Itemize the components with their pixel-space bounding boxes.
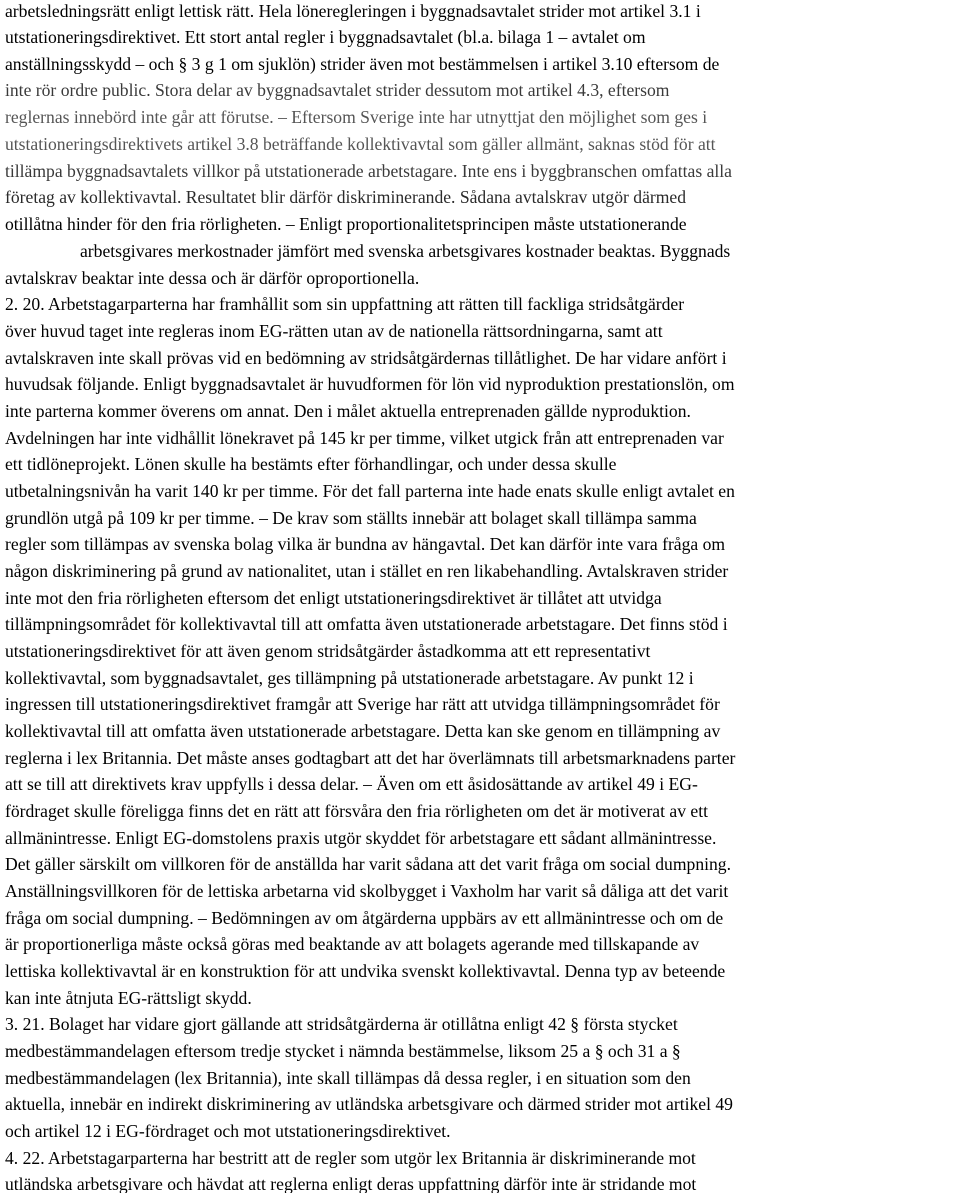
text-line: tillämpa byggnadsavtalets villkor på utstationerade arbetstagare. Inte ens i byggbranschen omfattas alla [5, 161, 732, 181]
text-line: fördraget skulle föreligga finns det en rätt att försvåra den fria rörligheten om det är motiverat av ett [5, 801, 708, 821]
text-line: ingressen till utstationeringsdirektivet framgår att Sverige har rätt att utvidga tillämpningsområdet för [5, 694, 720, 714]
text-line: utländska arbetsgivare och hävdat att reglerna enligt deras uppfattning därför inte är stridande mot [5, 1174, 697, 1193]
text-line: utbetalningsnivån ha varit 140 kr per timme. För det fall parterna inte hade enats skulle enligt avtalet en [5, 481, 735, 501]
text-line: otillåtna hinder för den fria rörligheten. – Enligt proportionalitetsprincipen måste utstationerande [5, 214, 687, 234]
text-line: är proportionerliga måste också göras med beaktande av att bolagets agerande med tillskapande av [5, 934, 700, 954]
text-line: inte rör ordre public. Stora delar av byggnadsavtalet strider dessutom mot artikel 4.3, eftersom [5, 80, 670, 100]
text-line: någon diskriminering på grund av nationalitet, utan i stället en ren likabehandling. Avtalskraven strider [5, 561, 729, 581]
text-line: reglernas innebörd inte går att förutse. – Eftersom Sverige inte har utnyttjat den möjlighet som ges i [5, 107, 708, 127]
text-line: medbestämmandelagen (lex Britannia), inte skall tillämpas då dessa regler, i en situation som den [5, 1068, 691, 1088]
text-line: kollektivavtal, som byggnadsavtalet, ges tillämpning på utstationerade arbetstagare. Av punkt 12 i [5, 668, 694, 688]
text-line: inte parterna kommer överens om annat. Den i målet aktuella entreprenaden gällde nyproduktion. [5, 401, 691, 421]
text-line: över huvud taget inte regleras inom EG-rätten utan av de nationella rättsordningarna, samt att [5, 321, 663, 341]
text-line: Avdelningen har inte vidhållit lönekravet på 145 kr per timme, vilket utgick från att entreprenaden var [5, 428, 724, 448]
text-line: avtalskraven inte skall prövas vid en bedömning av stridsåtgärdernas tillåtlighet. De har vidare anfört i [5, 348, 727, 368]
paragraph-4-start: 4. 22. Arbetstagarparterna har bestritt att de regler som utgör lex Britannia är diskriminerande mot [5, 1148, 696, 1168]
paragraph-2-start: 2. 20. Arbetstagarparterna har framhållit som sin uppfattning att rätten till fackliga stridsåtgärder [5, 294, 685, 314]
text-line: huvudsak följande. Enligt byggnadsavtalet är huvudformen för lön vid nyproduktion prestationslön, om [5, 374, 735, 394]
text-line: att se till att direktivets krav uppfylls i dessa delar. – Även om ett åsidosättande av artikel 49 i EG- [5, 774, 698, 794]
text-line: kan inte åtnjuta EG-rättsligt skydd. [5, 988, 252, 1008]
text-line: kollektivavtal till att omfatta även utstationerade arbetstagare. Detta kan ske genom en tillämpning av [5, 721, 721, 741]
text-line: Anställningsvillkoren för de lettiska arbetarna vid skolbygget i Vaxholm har varit så dåliga att det varit [5, 881, 729, 901]
text-line: fråga om social dumpning. – Bedömningen av om åtgärderna uppbärs av ett allmänintresse och om de [5, 908, 724, 928]
text-line: Det gäller särskilt om villkoren för de anställda har varit sådana att det varit fråga om social dumpning. [5, 854, 731, 874]
text-line: företag av kollektivavtal. Resultatet blir därför diskriminerande. Sådana avtalskrav utgör därmed [5, 187, 687, 207]
text-line: utstationeringsdirektivets artikel 3.8 beträffande kollektivavtal som gäller allmänt, saknas stöd för att [5, 134, 716, 154]
text-line: arbetsledningsrätt enligt lettisk rätt. Hela löneregleringen i byggnadsavtalet strider mot artikel 3.1 i [5, 1, 701, 21]
text-line: och artikel 12 i EG-fördraget och mot utstationeringsdirektivet. [5, 1121, 451, 1141]
text-line: reglerna i lex Britannia. Det måste anses godtagbart att det har överlämnats till arbetsmarknadens parter [5, 748, 736, 768]
text-line: avtalskrav beaktar inte dessa och är därför oproportionella. [5, 268, 420, 288]
text-line: regler som tillämpas av svenska bolag vilka är bundna av hängavtal. Det kan därför inte vara fråga om [5, 534, 726, 554]
text-line: utstationeringsdirektivet. Ett stort antal regler i byggnadsavtalet (bl.a. bilaga 1 – avtalet om [5, 27, 646, 47]
text-line: utstationeringsdirektivet för att även genom stridsåtgärder åstadkomma att ett representativt [5, 641, 651, 661]
text-line: allmänintresse. Enligt EG-domstolens praxis utgör skyddet för arbetstagare ett sådant allmänintresse. [5, 828, 717, 848]
paragraph-3-start: 3. 21. Bolaget har vidare gjort gällande att stridsåtgärderna är otillåtna enligt 42 § första stycket [5, 1014, 678, 1034]
text-line: ett tidlöneprojekt. Lönen skulle ha bestämts efter förhandlingar, och under dessa skulle [5, 454, 617, 474]
text-line: grundlön utgå på 109 kr per timme. – De krav som ställts innebär att bolaget skall tillämpa samma [5, 508, 697, 528]
text-line: medbestämmandelagen eftersom tredje stycket i nämnda bestämmelse, liksom 25 a § och 31 a § [5, 1041, 681, 1061]
text-line: arbetsgivares merkostnader jämfört med svenska arbetsgivares kostnader beaktas. Byggnads [80, 241, 731, 261]
text-line: inte mot den fria rörligheten eftersom det enligt utstationeringsdirektivet är tillåtet att utvidga [5, 588, 662, 608]
text-line: lettiska kollektivavtal är en konstruktion för att undvika svenskt kollektivavtal. Denna typ av beteende [5, 961, 726, 981]
text-line: anställningsskydd – och § 3 g 1 om sjuklön) strider även mot bestämmelsen i artikel 3.10 eftersom de [5, 54, 720, 74]
text-line: tillämpningsområdet för kollektivavtal till att omfatta även utstationerade arbetstagare. Det finns stöd i [5, 614, 728, 634]
text-line: aktuella, innebär en indirekt diskriminering av utländska arbetsgivare och därmed strider mot artikel 49 [5, 1094, 733, 1114]
